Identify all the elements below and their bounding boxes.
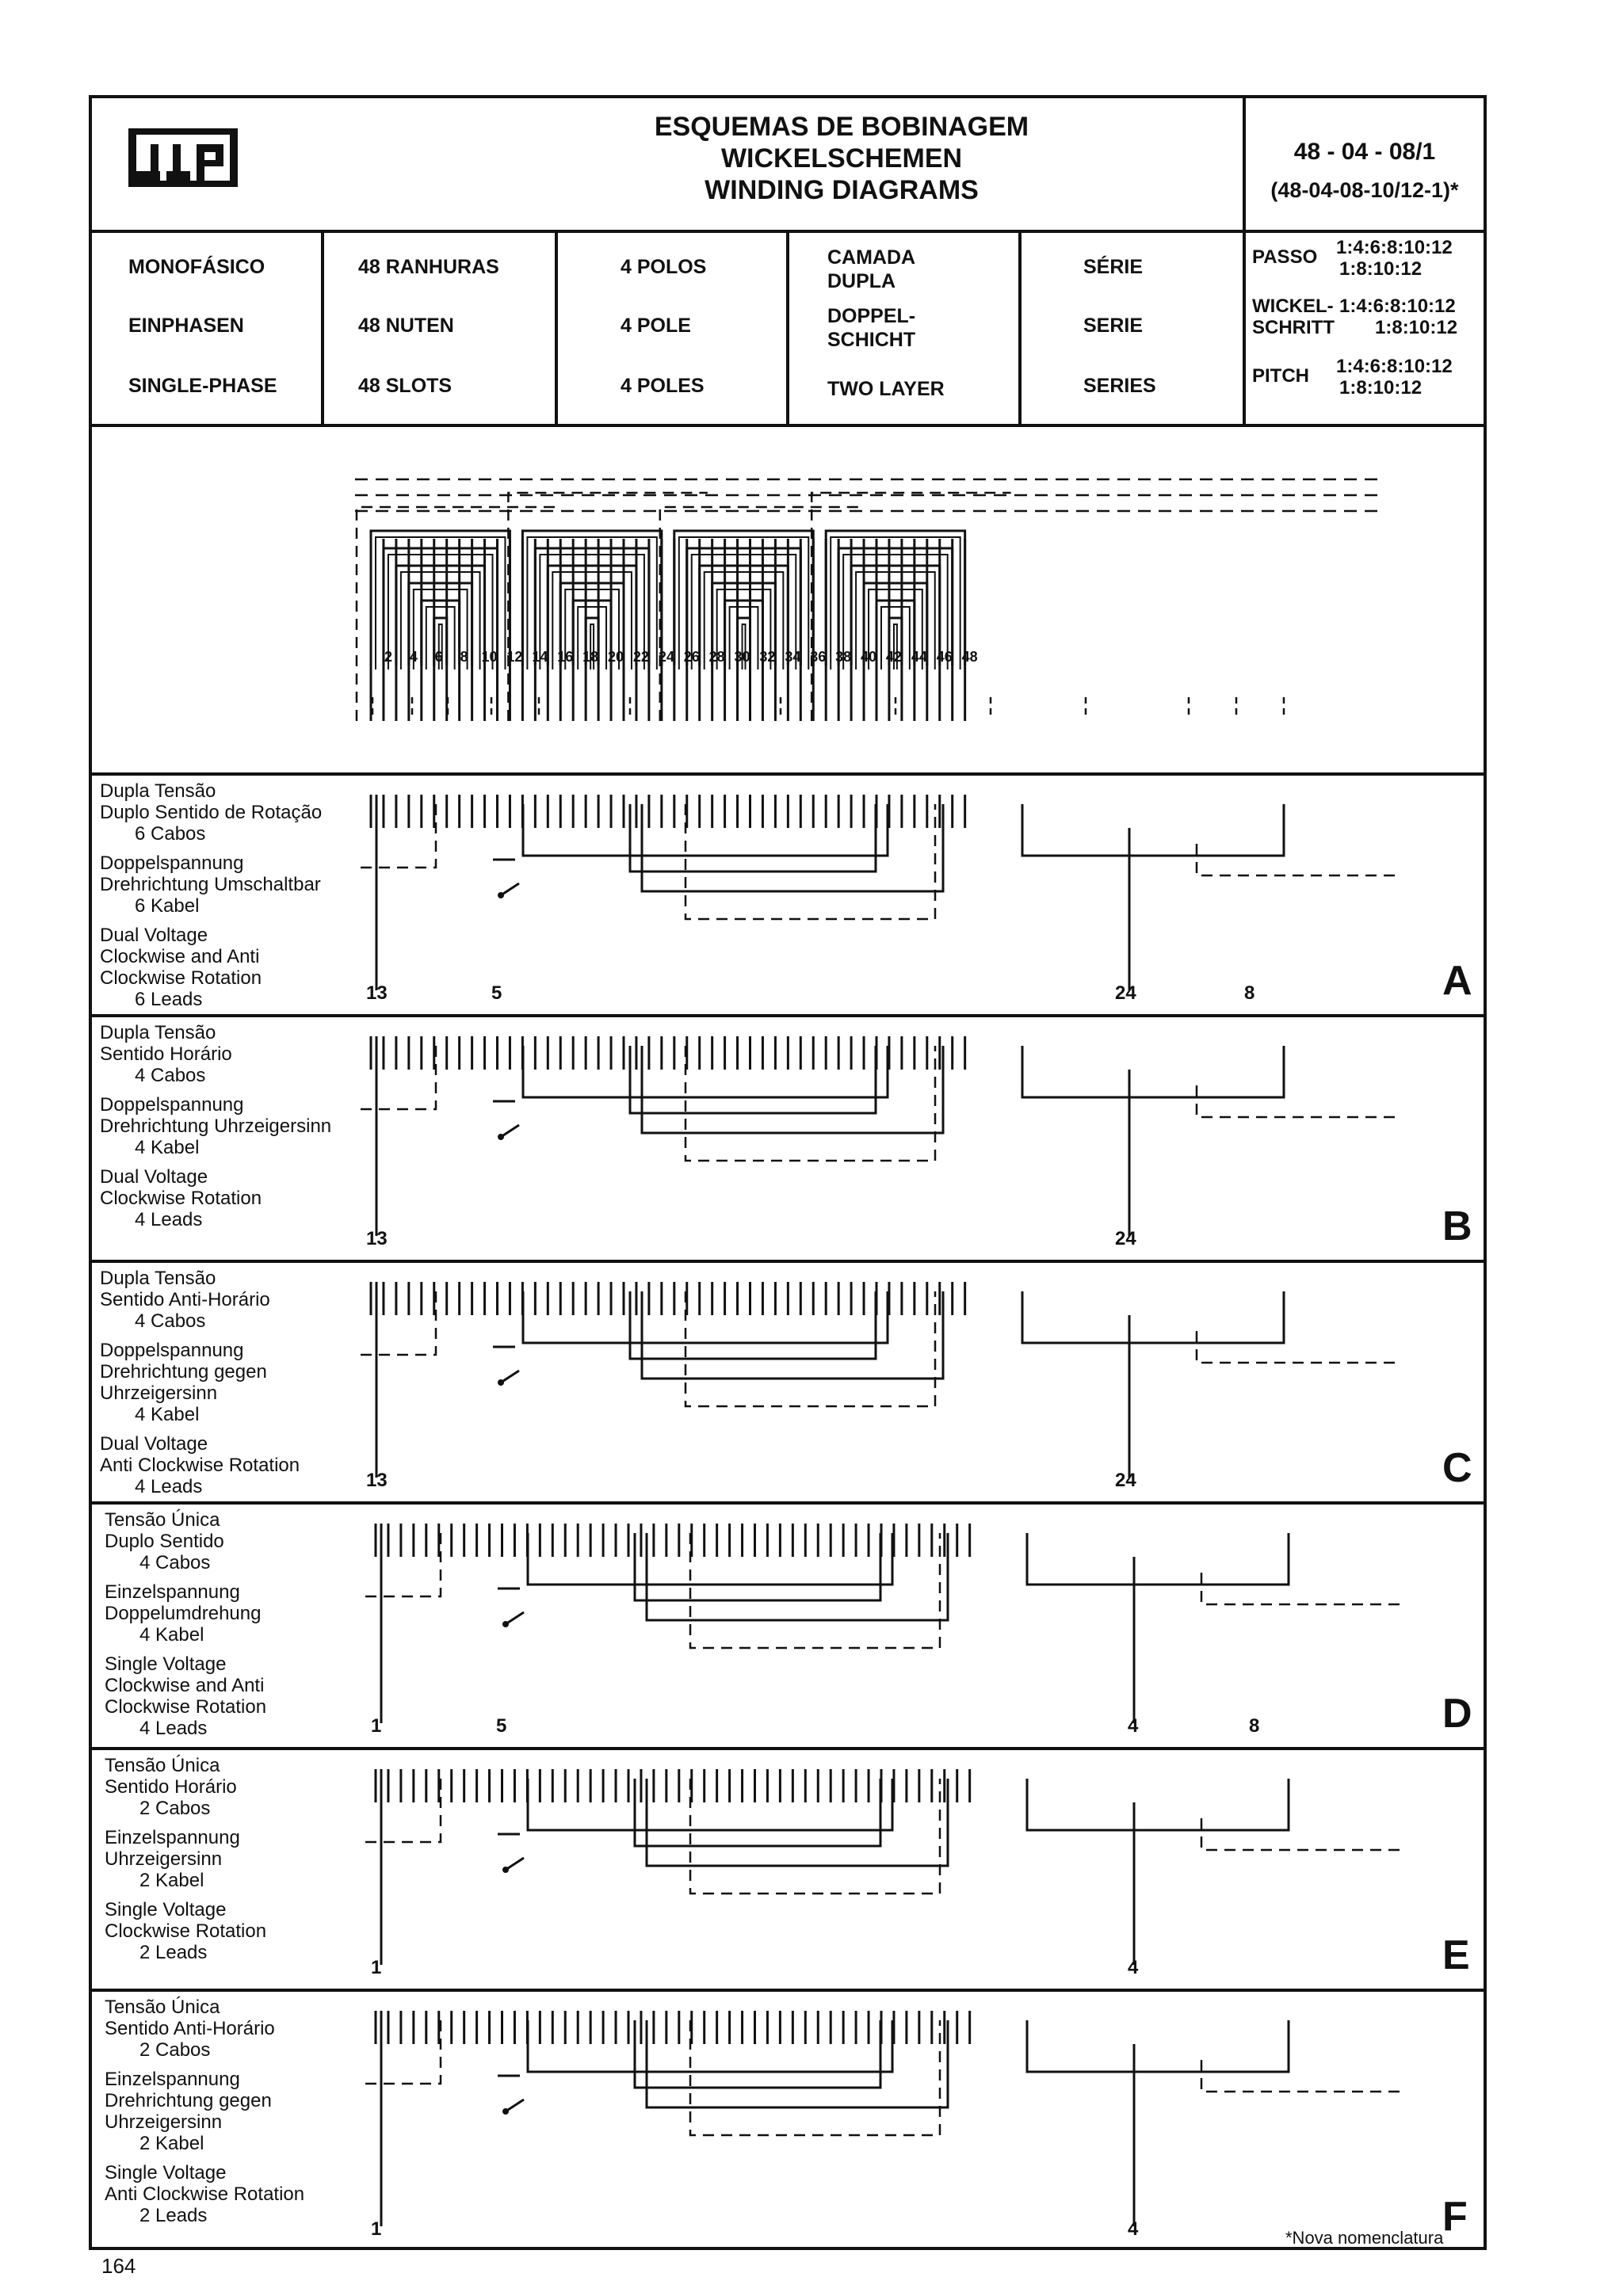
section-A-text-1-2: Duplo Sentido de Rotação [100, 802, 323, 823]
section-A-lead-5: 5 [491, 982, 502, 1004]
section-F-bracket-1 [528, 2020, 892, 2072]
section-A-letter: A [1442, 958, 1472, 1004]
slot-number-40: 40 [861, 649, 877, 665]
slot-number-38: 38 [835, 649, 852, 665]
section-E-text-1-2: Sentido Horário [105, 1776, 237, 1798]
section-A-lead-24: 24 [1115, 982, 1136, 1004]
section-D-text-2-1: Einzelspannung [105, 1581, 240, 1603]
section-C-dash-2 [685, 1291, 935, 1406]
slot-number-24: 24 [658, 649, 674, 665]
section-B-text-1-3: 4 Cabos [135, 1065, 206, 1086]
section-A-bracket-3 [1022, 804, 1284, 856]
section-C-text-2-1: Doppelspannung [100, 1340, 244, 1361]
section-D-lead-8: 8 [1249, 1715, 1260, 1737]
section-A-switch-dot [498, 892, 504, 898]
section-F-text-2-3: Uhrzeigersinn [105, 2111, 223, 2133]
page-number: 164 [101, 2254, 136, 2278]
section-D-text-2-2: Doppelumdrehung [105, 1603, 262, 1624]
section-A-lead-8: 8 [1244, 982, 1255, 1004]
coil-3-1 [674, 531, 813, 666]
section-D-text-3-2: Clockwise and Anti [105, 1675, 265, 1696]
slot-number-26: 26 [683, 649, 700, 665]
section-D-lead-4: 4 [1128, 1715, 1139, 1737]
spec-poles-2: 4 POLE [621, 315, 691, 337]
slot-number-20: 20 [608, 649, 624, 665]
pitch-value-b-1: 1:8:10:12 [1339, 258, 1423, 280]
slot-number-44: 44 [911, 649, 927, 665]
section-E-bracket-3 [1027, 1779, 1289, 1830]
spec-phase-3: SINGLE-PHASE [128, 375, 277, 397]
group-link-3 [660, 507, 859, 721]
slot-number-36: 36 [810, 649, 827, 665]
section-E-lead-4: 4 [1128, 1957, 1139, 1978]
section-D-text-3-1: Single Voltage [105, 1653, 227, 1675]
slot-number-28: 28 [708, 649, 725, 665]
spec-connection-1: SÉRIE [1083, 256, 1144, 278]
title-line-3: WINDING DIAGRAMS [705, 175, 979, 205]
section-B-switch-dot [498, 1134, 504, 1140]
group-link-4 [812, 493, 1010, 721]
section-C-switch-dot [498, 1379, 504, 1386]
section-A-text-3-4: 6 Leads [135, 989, 203, 1010]
section-E-dash-3 [1201, 1818, 1400, 1850]
section-B-bracket-1 [523, 1046, 888, 1097]
section-C-text-3-3: 4 Leads [135, 1476, 203, 1497]
spec-layer-1: CAMADA DUPLA [827, 246, 916, 292]
section-E-text-1-3: 2 Cabos [139, 1798, 211, 1819]
slot-number-2: 2 [384, 649, 392, 665]
section-C-lead-13: 13 [366, 1470, 388, 1491]
section-D-switch-dot [502, 1621, 509, 1627]
slot-number-48: 48 [961, 649, 978, 665]
section-F-text-2-4: 2 Kabel [139, 2133, 204, 2154]
section-C-bracket-3 [1022, 1291, 1284, 1343]
section-A-text-2-1: Doppelspannung [100, 852, 244, 874]
section-B-text-3-1: Dual Voltage [100, 1166, 208, 1188]
slot-number-4: 4 [409, 649, 418, 665]
footnote: *Nova nomenclatura [1285, 2228, 1444, 2248]
slot-number-6: 6 [434, 649, 443, 665]
section-E-text-3-1: Single Voltage [105, 1899, 227, 1920]
pitch-label2-2: SCHRITT [1252, 317, 1335, 338]
section-B-bracket-3 [1022, 1046, 1284, 1097]
section-D-lead-1: 1 [371, 1715, 382, 1737]
slot-number-34: 34 [785, 649, 801, 665]
title-line-1: ESQUEMAS DE BOBINAGEM [654, 112, 1029, 142]
slot-number-18: 18 [582, 649, 599, 665]
section-F-text-1-2: Sentido Anti-Horário [105, 2018, 275, 2039]
section-F-lead-4: 4 [1128, 2218, 1139, 2240]
section-E-switch-arm [506, 1858, 524, 1870]
section-F-text-1-1: Tensão Única [105, 1997, 220, 2018]
slot-number-22: 22 [632, 649, 649, 665]
section-D-bracket-1 [528, 1533, 892, 1585]
section-B-text-1-2: Sentido Horário [100, 1043, 232, 1065]
slot-number-14: 14 [532, 649, 548, 665]
code-main: 48 - 04 - 08/1 [1293, 139, 1436, 165]
section-E-dash-2 [690, 1779, 940, 1894]
section-A-text-1-1: Dupla Tensão [100, 780, 216, 802]
section-B-text-2-3: 4 Kabel [135, 1137, 200, 1158]
section-B-text-2-2: Drehrichtung Uhrzeigersinn [100, 1116, 332, 1137]
pitch-label-1: PASSO [1252, 246, 1318, 268]
section-E-text-2-3: 2 Kabel [139, 1870, 204, 1891]
section-F-text-3-2: Anti Clockwise Rotation [105, 2183, 305, 2205]
group-link-1 [357, 507, 556, 721]
section-F-switch-dot [502, 2108, 509, 2115]
section-C-switch-arm [501, 1371, 519, 1383]
section-D-text-2-3: 4 Kabel [139, 1624, 204, 1646]
section-B-lead-13: 13 [366, 1228, 388, 1249]
spec-slots-3: 48 SLOTS [358, 375, 453, 397]
section-A-switch-arm [501, 883, 519, 895]
slot-number-32: 32 [759, 649, 776, 665]
pitch-label-2: WICKEL- [1252, 296, 1334, 317]
section-E-lead-1: 1 [371, 1957, 382, 1978]
section-C-text-3-1: Dual Voltage [100, 1433, 208, 1455]
spec-layer-2: DOPPEL- SCHICHT [827, 305, 916, 351]
section-C-text-1-1: Dupla Tensão [100, 1268, 216, 1289]
section-D-switch-arm [506, 1612, 524, 1624]
section-C-text-1-3: 4 Cabos [135, 1310, 206, 1332]
spec-poles-3: 4 POLES [621, 375, 705, 397]
section-E-text-3-3: 2 Leads [139, 1942, 208, 1963]
section-A-dash-2 [685, 804, 935, 919]
code-alt: (48-04-08-10/12-1)* [1270, 178, 1459, 202]
slot-number-12: 12 [506, 649, 523, 665]
slot-number-42: 42 [885, 649, 902, 665]
slot-number-30: 30 [734, 649, 750, 665]
section-C-text-2-4: 4 Kabel [135, 1404, 200, 1425]
section-E-letter: E [1442, 1932, 1470, 1978]
spec-connection-2: SERIE [1083, 315, 1144, 337]
pitch-value-a-1: 1:4:6:8:10:12 [1336, 237, 1453, 258]
section-F-dash-3 [1201, 2060, 1400, 2092]
section-B-text-1-1: Dupla Tensão [100, 1022, 216, 1043]
coil-4-1 [826, 531, 964, 666]
section-F-switch-arm [506, 2100, 524, 2111]
spec-poles-1: 4 POLOS [621, 256, 707, 278]
section-E-text-1-1: Tensão Única [105, 1755, 220, 1776]
title-line-2: WICKELSCHEMEN [720, 143, 963, 174]
spec-connection-3: SERIES [1083, 375, 1156, 397]
pitch-label-3: PITCH [1252, 365, 1309, 387]
section-F-bracket-3 [1027, 2020, 1289, 2072]
section-A-text-3-1: Dual Voltage [100, 925, 208, 946]
group-link-2 [508, 493, 707, 721]
pitch-value-a-2: 1:4:6:8:10:12 [1339, 296, 1456, 317]
section-B-dash-2 [685, 1046, 935, 1161]
section-C-lead-24: 24 [1115, 1470, 1136, 1491]
section-D-dash-3 [1201, 1573, 1400, 1604]
section-A-text-3-3: Clockwise Rotation [100, 967, 262, 989]
section-C-letter: C [1442, 1445, 1472, 1491]
spec-layer-3: TWO LAYER [827, 378, 945, 400]
section-D-text-1-3: 4 Cabos [139, 1552, 211, 1573]
section-E-bracket-1 [528, 1779, 892, 1830]
section-D-letter: D [1442, 1691, 1472, 1737]
slot-number-46: 46 [936, 649, 953, 665]
section-D-text-3-3: Clockwise Rotation [105, 1696, 267, 1718]
section-F-text-2-2: Drehrichtung gegen [105, 2090, 272, 2111]
section-A-text-2-3: 6 Kabel [135, 895, 200, 917]
section-D-bracket-3 [1027, 1533, 1289, 1585]
section-E-text-2-1: Einzelspannung [105, 1827, 240, 1848]
slot-number-16: 16 [557, 649, 574, 665]
section-C-text-3-2: Anti Clockwise Rotation [100, 1455, 300, 1476]
section-C-bracket-1 [523, 1291, 888, 1343]
slot-number-10: 10 [481, 649, 498, 665]
section-D-dash-2 [690, 1533, 940, 1648]
section-C-text-2-3: Uhrzeigersinn [100, 1383, 218, 1404]
slot-number-8: 8 [460, 649, 468, 665]
section-A-lead-13: 13 [366, 982, 388, 1004]
section-C-text-1-2: Sentido Anti-Horário [100, 1289, 270, 1310]
section-F-text-1-3: 2 Cabos [139, 2039, 211, 2061]
section-D-text-1-2: Duplo Sentido [105, 1531, 224, 1552]
section-A-dash-3 [1197, 844, 1395, 875]
section-F-lead-1: 1 [371, 2218, 382, 2240]
section-E-text-2-2: Uhrzeigersinn [105, 1848, 223, 1870]
spec-phase-1: MONOFÁSICO [128, 256, 265, 278]
section-B-lead-24: 24 [1115, 1228, 1136, 1249]
section-F-text-3-3: 2 Leads [139, 2205, 208, 2226]
section-A-text-3-2: Clockwise and Anti [100, 946, 260, 967]
section-D-lead-5: 5 [496, 1715, 507, 1737]
section-B-switch-arm [501, 1125, 519, 1137]
section-B-dash-3 [1197, 1085, 1395, 1117]
section-B-text-3-3: 4 Leads [135, 1209, 203, 1230]
section-D-text-3-4: 4 Leads [139, 1718, 208, 1739]
section-F-text-3-1: Single Voltage [105, 2162, 227, 2183]
section-A-text-1-3: 6 Cabos [135, 823, 206, 845]
section-B-letter: B [1442, 1203, 1472, 1249]
section-F-text-2-1: Einzelspannung [105, 2069, 240, 2090]
section-C-text-2-2: Drehrichtung gegen [100, 1361, 267, 1383]
pitch-value-a-3: 1:4:6:8:10:12 [1336, 356, 1453, 377]
section-F-letter: F [1442, 2194, 1468, 2240]
coil-1-1 [371, 531, 510, 666]
section-A-text-2-2: Drehrichtung Umschaltbar [100, 874, 321, 895]
spec-slots-2: 48 NUTEN [358, 315, 454, 337]
section-A-bracket-1 [523, 804, 888, 856]
coil-2-1 [522, 531, 661, 666]
section-D-text-1-1: Tensão Única [105, 1509, 220, 1531]
section-B-text-2-1: Doppelspannung [100, 1094, 244, 1116]
pitch-value-b-2: 1:8:10:12 [1375, 317, 1458, 338]
spec-phase-2: EINPHASEN [128, 315, 244, 337]
section-B-text-3-2: Clockwise Rotation [100, 1188, 262, 1209]
section-F-dash-2 [690, 2020, 940, 2135]
pitch-value-b-3: 1:8:10:12 [1339, 377, 1423, 399]
spec-slots-1: 48 RANHURAS [358, 256, 499, 278]
section-E-switch-dot [502, 1867, 509, 1873]
section-C-dash-3 [1197, 1331, 1395, 1363]
section-E-text-3-2: Clockwise Rotation [105, 1920, 267, 1942]
